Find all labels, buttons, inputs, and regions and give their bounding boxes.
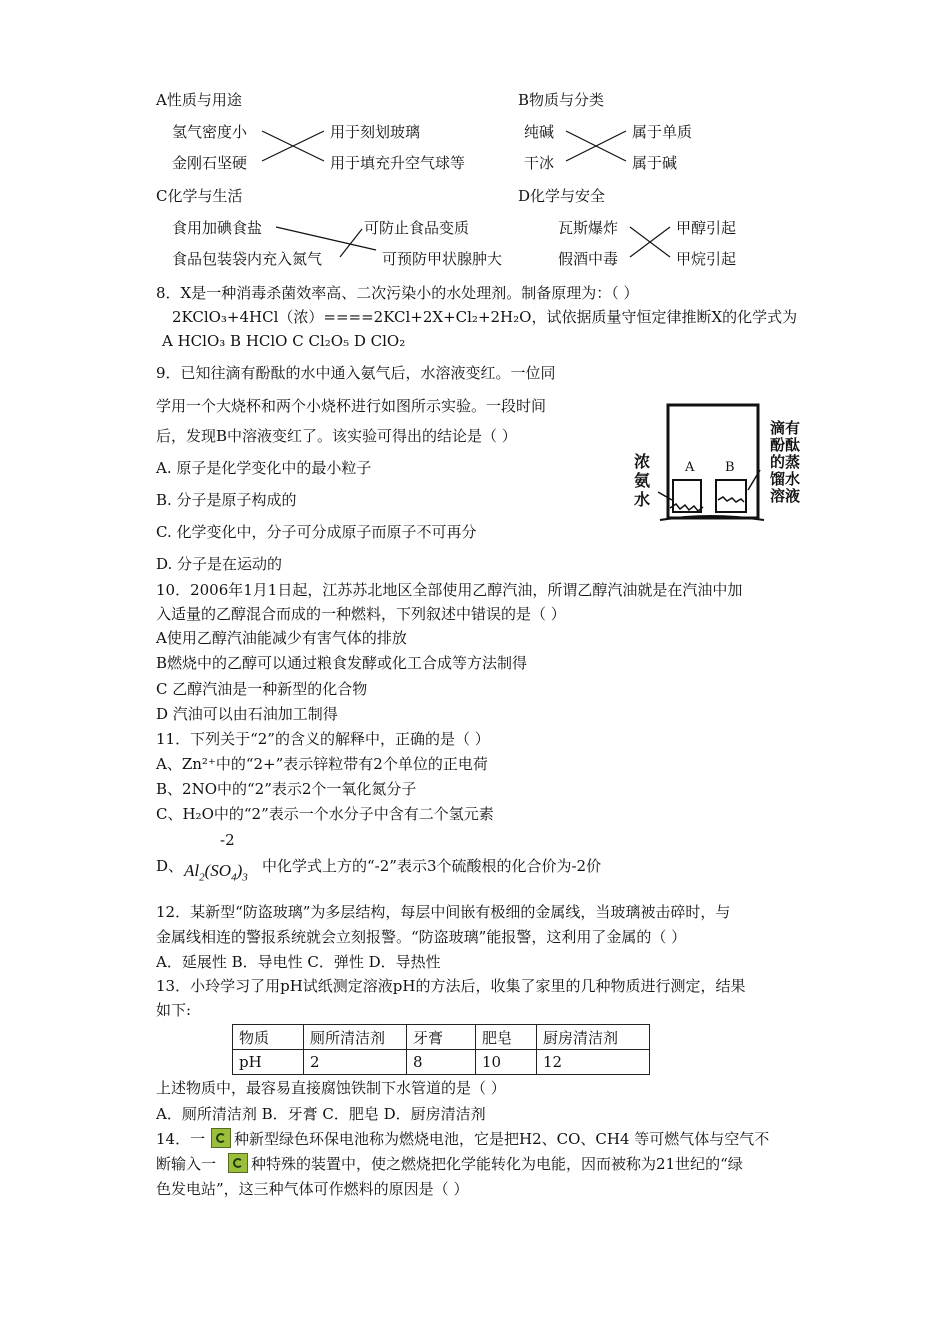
q8-stem: 8．X是一种消毒杀菌效率高、二次污染小的水处理剂。制备原理为：（ ） xyxy=(156,284,639,302)
q10-option-d: D 汽油可以由石油加工制得 xyxy=(156,705,338,723)
q8-equation: 2KClO₃+4HCl（浓）====2KCl+2X+Cl₂+2H₂O，试依据质量守恒定律推断X的化学式为 xyxy=(172,308,798,326)
q7-c-left1: 食用加碘食盐 xyxy=(172,219,263,237)
q7-c-right2: 可预防甲状腺肿大 xyxy=(382,250,503,268)
q11-option-d-prefix: D、 xyxy=(156,857,184,875)
q7-a-right1: 用于刻划玻璃 xyxy=(330,123,421,141)
q7-d-right2: 甲烷引起 xyxy=(676,250,737,268)
q9-line2: 学用一个大烧杯和两个小烧杯进行如图所示实验。一段时间 xyxy=(156,397,547,415)
speaker-icon xyxy=(211,1128,231,1148)
q7-c-title: C化学与生活 xyxy=(156,187,243,205)
phenolphthalein-label: 滴有 酚酞 的蒸 馏水 溶液 xyxy=(770,419,801,505)
q9-option-c: C. 化学变化中，分子可分成原子而原子不可再分 xyxy=(156,523,477,541)
q12-line1: 12．某新型“防盗玻璃”为多层结构，每层中间嵌有极细的金属线，当玻璃被击碎时，与 xyxy=(156,903,731,921)
q14-line1-end: 种新型绿色环保电池称为燃烧电池，它是把H2、CO、CH4 等可燃气体与空气不 xyxy=(234,1130,770,1148)
q9-option-d: D. 分子是在运动的 xyxy=(156,555,283,573)
q12-line2: 金属线相连的警报系统就会立刻报警。“防盗玻璃”能报警，这利用了金属的（ ） xyxy=(156,928,687,946)
q7-d-right1: 甲醇引起 xyxy=(676,219,737,237)
q13-options: A．厕所清洁剂 B．牙膏 C．肥皂 D．厨房清洁剂 xyxy=(156,1105,486,1123)
q10-line1: 10．2006年1月1日起，江苏苏北地区全部使用乙醇汽油，所谓乙醇汽油就是在汽油中加 xyxy=(156,581,743,599)
concentrated-ammonia-label: 浓 氨 水 xyxy=(634,452,651,509)
q13-question: 上述物质中，最容易直接腐蚀铁制下水管道的是（ ） xyxy=(156,1079,506,1097)
q7-c-left2: 食品包装袋内充入氮气 xyxy=(172,250,323,268)
table-cell: 物质 xyxy=(233,1025,304,1050)
q7-a-right2: 用于填充升空气球等 xyxy=(330,154,466,172)
ph-table xyxy=(232,1024,650,1075)
q7-c-right1: 可防止食品变质 xyxy=(364,219,470,237)
q14-line1-start: 14．一 xyxy=(156,1130,206,1148)
table-cell: 肥皂 xyxy=(476,1025,537,1050)
table-cell: 8 xyxy=(407,1050,476,1075)
table-cell: 12 xyxy=(537,1050,650,1075)
q7-d-left2: 假酒中毒 xyxy=(558,250,619,268)
q10-option-c: C 乙醇汽油是一种新型的化合物 xyxy=(156,680,368,698)
q11-stem: 11．下列关于“2”的含义的解释中，正确的是（ ） xyxy=(156,730,490,748)
q10-option-a: A使用乙醇汽油能减少有害气体的排放 xyxy=(156,629,407,647)
table-row xyxy=(233,1050,650,1075)
q14-line3: 色发电站”，这三种气体可作燃料的原因是（ ） xyxy=(156,1180,469,1198)
q12-options: A．延展性 B．导电性 C．弹性 D．导热性 xyxy=(156,953,441,971)
q9-line3: 后，发现B中溶液变红了。该实验可得出的结论是（ ） xyxy=(156,427,517,445)
table-cell: 厕所清洁剂 xyxy=(304,1025,407,1050)
q8-options: A HClO₃ B HClO C Cl₂O₅ D ClO₂ xyxy=(162,332,406,350)
q7-b-left1: 纯碱 xyxy=(524,123,555,141)
q14-line2-start: 断输入一 xyxy=(156,1155,217,1173)
q7-b-right1: 属于单质 xyxy=(632,123,693,141)
beaker-b-label: B xyxy=(725,460,735,475)
q9-option-a: A. 原子是化学变化中的最小粒子 xyxy=(156,459,372,477)
q10-line2: 入适量的乙醇混合而成的一种燃料，下列叙述中错误的是（ ） xyxy=(156,605,566,623)
q7-a-left2: 金刚石坚硬 xyxy=(172,154,248,172)
q7-b-title: B物质与分类 xyxy=(518,91,605,109)
q10-option-b: B燃烧中的乙醇可以通过粮食发酵或化工合成等方法制得 xyxy=(156,654,528,672)
q9-option-b: B. 分子是原子构成的 xyxy=(156,491,297,509)
q11-option-d-text: 中化学式上方的“-2”表示3个硫酸根的化合价为-2价 xyxy=(262,857,602,875)
q7-a-title: A性质与用途 xyxy=(156,91,242,109)
table-cell: pH xyxy=(233,1050,304,1075)
q11-option-c: C、H₂O中的“2”表示一个水分子中含有二个氢元素 xyxy=(156,805,494,823)
q7-b-right2: 属于碱 xyxy=(632,154,678,172)
q11-option-a: A、Zn²⁺中的“2+”表示锌粒带有2个单位的正电荷 xyxy=(156,755,488,773)
q7-a-left1: 氢气密度小 xyxy=(172,123,248,141)
q7-d-left1: 瓦斯爆炸 xyxy=(558,219,619,237)
table-cell: 厨房清洁剂 xyxy=(537,1025,650,1050)
q14-line2-end: 种特殊的装置中，使之燃烧把化学能转化为电能，因而被称为21世纪的“绿 xyxy=(251,1155,743,1173)
q7-d-title: D化学与安全 xyxy=(518,187,606,205)
q13-line1: 13．小玲学习了用pH试纸测定溶液pH的方法后，收集了家里的几种物质进行测定，结果 xyxy=(156,977,746,995)
table-cell: 10 xyxy=(476,1050,537,1075)
aluminium-sulfate-formula: $Al_2(SO_4)_3$ xyxy=(184,861,248,884)
q9-line1: 9．已知往滴有酚酞的水中通入氨气后，水溶液变红。一位同 xyxy=(156,364,556,382)
table-row xyxy=(233,1025,650,1050)
q13-line2: 如下: xyxy=(156,1001,192,1019)
speaker-icon xyxy=(228,1153,248,1173)
q7-b-left2: 干冰 xyxy=(524,154,555,172)
q11-charge-label: -2 xyxy=(220,831,235,849)
table-cell: 牙膏 xyxy=(407,1025,476,1050)
table-cell: 2 xyxy=(304,1050,407,1075)
beaker-a-label: A xyxy=(685,460,695,475)
q11-option-b: B、2NO中的“2”表示2个一氧化氮分子 xyxy=(156,780,417,798)
